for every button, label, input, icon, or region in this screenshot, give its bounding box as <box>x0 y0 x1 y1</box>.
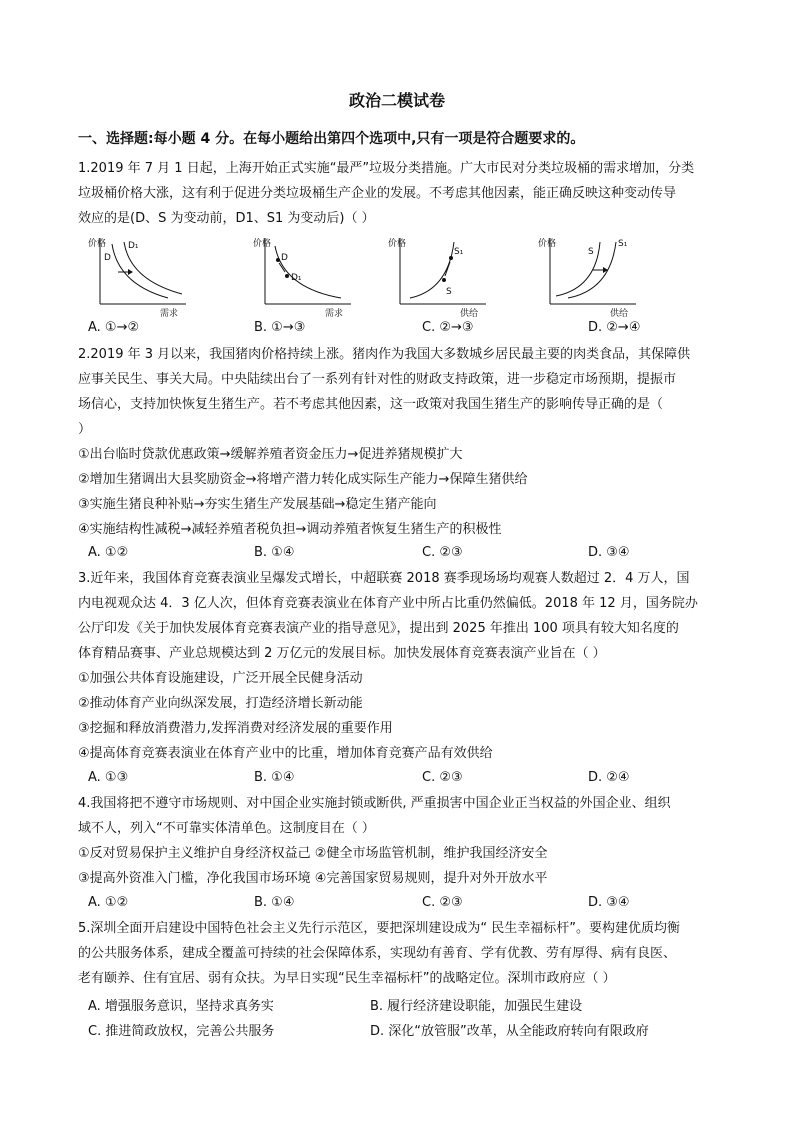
q3-options <box>88 770 728 788</box>
option-d[interactable]: D. ②④ <box>588 770 630 785</box>
option-b[interactable]: B. ①④ <box>254 770 295 785</box>
curve-label: S₁ <box>454 247 464 257</box>
q1-line: 效应的是(D、S 为变动前，D1、S1 为变动后)（ ） <box>78 211 375 226</box>
option-a[interactable]: A. ①③ <box>88 770 129 785</box>
x-axis-label: 需求 <box>325 309 344 319</box>
q5-options-row2 <box>88 1020 728 1038</box>
page-title: 政治二模试卷 <box>348 91 445 110</box>
curve-label: S₁ <box>618 239 628 249</box>
q2-line: ） <box>78 422 92 437</box>
q2-item: ②增加生猪调出大县奖励资金→将增产潜力转化成实际生产能力→保障生猪供给 <box>78 472 528 487</box>
q2-line: 应事关民生、事关大局。中央陆续出台了一系列有针对性的财政支持政策，进一步稳定市场预期，提振市 <box>78 372 677 387</box>
option-a[interactable]: A. ①② <box>88 545 129 560</box>
option-d[interactable]: D. 深化“放管服”改革，从全能政府转向有限政府 <box>370 1024 649 1039</box>
q1-line: 1.2019 年 7 月 1 日起，上海开始正式实施“最严”垃圾分类措施。广大市民对分类垃圾桶的需求增加，分类 <box>78 161 695 176</box>
graph-1-svg <box>88 234 188 324</box>
q4-options <box>88 895 728 913</box>
option-c[interactable]: C. ②③ <box>422 545 463 560</box>
q5-line: 的公共服务体系，建成全覆盖可持续的社会保障体系，实现幼有善育、学有优教、劳有厚得、病有良医、 <box>78 946 677 961</box>
graph-4-svg <box>538 234 638 324</box>
curve-label: D <box>281 253 288 263</box>
q1-options <box>88 320 728 338</box>
y-axis-label: 价格 <box>538 239 557 249</box>
graph-1 <box>88 234 188 324</box>
option-b[interactable]: B. ①④ <box>254 895 295 910</box>
option-a[interactable]: A. 增强服务意识，坚持求真务实 <box>88 999 274 1014</box>
q3-line: 内电视观众达 4．3 亿人次，但体育竞赛表演业在体育产业中所占比重仍然偏低。2018 年 12 月，国务院办 <box>78 596 698 611</box>
q2-item: ④实施结构性减税→减轻养殖者税负担→调动养殖者恢复生猪生产的积极性 <box>78 522 502 537</box>
q3-item: ②推动体育产业向纵深发展，打造经济增长新动能 <box>78 696 363 711</box>
option-b[interactable]: B. ①→③ <box>254 320 306 335</box>
q3-line: 3.近年来，我国体育竞赛表演业呈爆发式增长，中超联赛 2018 赛季现场场均观赛人数超过 2．4 万人，国 <box>78 571 690 586</box>
q2-item: ③实施生猪良种补贴→夯实生猪生产发展基础→稳定生猪产能向 <box>78 497 437 512</box>
option-d[interactable]: D. ③④ <box>588 545 630 560</box>
curve-label: D <box>104 253 111 263</box>
graph-3-svg <box>388 234 488 324</box>
q4-item: ③提高外资准入门槛，净化我国市场环境 ④完善国家贸易规则，提升对外开放水平 <box>78 871 548 886</box>
graph-4 <box>538 234 638 324</box>
y-axis-label: 价格 <box>88 239 107 249</box>
option-d[interactable]: D. ②→④ <box>588 320 641 335</box>
section-heading: 一、选择题:每小题 4 分。在每小题给出第四个选项中,只有一项是符合题要求的。 <box>78 131 585 147</box>
q2-line: 场信心，支持加快恢复生猪生产。若不考虑其他因素，这一政策对我国生猪生产的影响传导正确的是（ <box>78 397 664 412</box>
option-b[interactable]: B. 履行经济建设职能，加强民生建设 <box>370 999 583 1014</box>
x-axis-label: 供给 <box>460 309 479 319</box>
q1-line: 垃圾桶价格大涨，这有利于促进分类垃圾桶生产企业的发展。不考虑其他因素，能正确反映这种变动传导 <box>78 186 677 201</box>
graph-2-svg <box>253 234 353 324</box>
option-c[interactable]: C. ②③ <box>422 895 463 910</box>
graph-3 <box>388 234 488 324</box>
graph-2 <box>253 234 353 324</box>
q2-item: ①出台临时贷款优惠政策→缓解养殖者资金压力→促进养猪规模扩大 <box>78 447 463 462</box>
q3-line: 体育精品赛事、产业总规模达到 2 万亿元的发展目标。加快发展体育竞赛表演产业旨在（ ） <box>78 646 606 661</box>
option-d[interactable]: D. ③④ <box>588 895 630 910</box>
option-b[interactable]: B. ①④ <box>254 545 295 560</box>
x-axis-label: 供给 <box>610 309 629 319</box>
q4-line: 4.我国将把不遵守市场规则、对中国企业实施封锁或断供, 严重损害中国企业正当权益的外国企业、组织 <box>78 796 671 811</box>
option-a[interactable]: A. ①→② <box>88 320 140 335</box>
q2-line: 2.2019 年 3 月以来，我国猪肉价格持续上涨。猪肉作为我国大多数城乡居民最主要的肉类食品，其保障供 <box>78 347 691 362</box>
curve-label: D₁ <box>128 241 139 251</box>
curve-label: S <box>446 287 452 297</box>
q5-line: 老有颐养、住有宜居、弱有众扶。为早日实现“民生幸福标杆”的战略定位。深圳市政府应（ ） <box>78 971 616 986</box>
option-c[interactable]: C. 推进简政放权，完善公共服务 <box>88 1024 275 1039</box>
curve-label: D₁ <box>291 273 302 283</box>
q3-item: ④提高体育竞赛表演业在体育产业中的比重，增加体育竞赛产品有效供给 <box>78 746 493 761</box>
y-axis-label: 价格 <box>388 239 407 249</box>
option-c[interactable]: C. ②→③ <box>422 320 474 335</box>
q3-item: ①加强公共体育设施建设，广泛开展全民健身活动 <box>78 671 363 686</box>
q1-graphs <box>88 234 708 324</box>
q2-options <box>88 545 728 563</box>
q5-options-row1 <box>88 995 728 1013</box>
q4-line: 域不人，列入“不可靠实体清单色。这制度目在（ ） <box>78 821 375 836</box>
q5-line: 5.深圳全面开启建设中国特色社会主义先行示范区，要把深圳建设成为“ 民生幸福标杆”。要构建优质均衡 <box>78 921 681 936</box>
y-axis-label: 价格 <box>253 239 272 249</box>
curve-label: S <box>588 247 594 257</box>
x-axis-label: 需求 <box>160 309 179 319</box>
q3-line: 公厅印发《关于加快发展体育竞赛表演产业的指导意见》，提出到 2025 年推出 100 项具有较大知名度的 <box>78 621 679 636</box>
q3-item: ③挖掘和释放消费潜力,发挥消费对经济发展的重要作用 <box>78 721 393 736</box>
option-a[interactable]: A. ①② <box>88 895 129 910</box>
option-c[interactable]: C. ②③ <box>422 770 463 785</box>
q4-item: ①反对贸易保护主义维护自身经济权益己 ②健全市场监管机制，维护我国经济安全 <box>78 846 548 861</box>
